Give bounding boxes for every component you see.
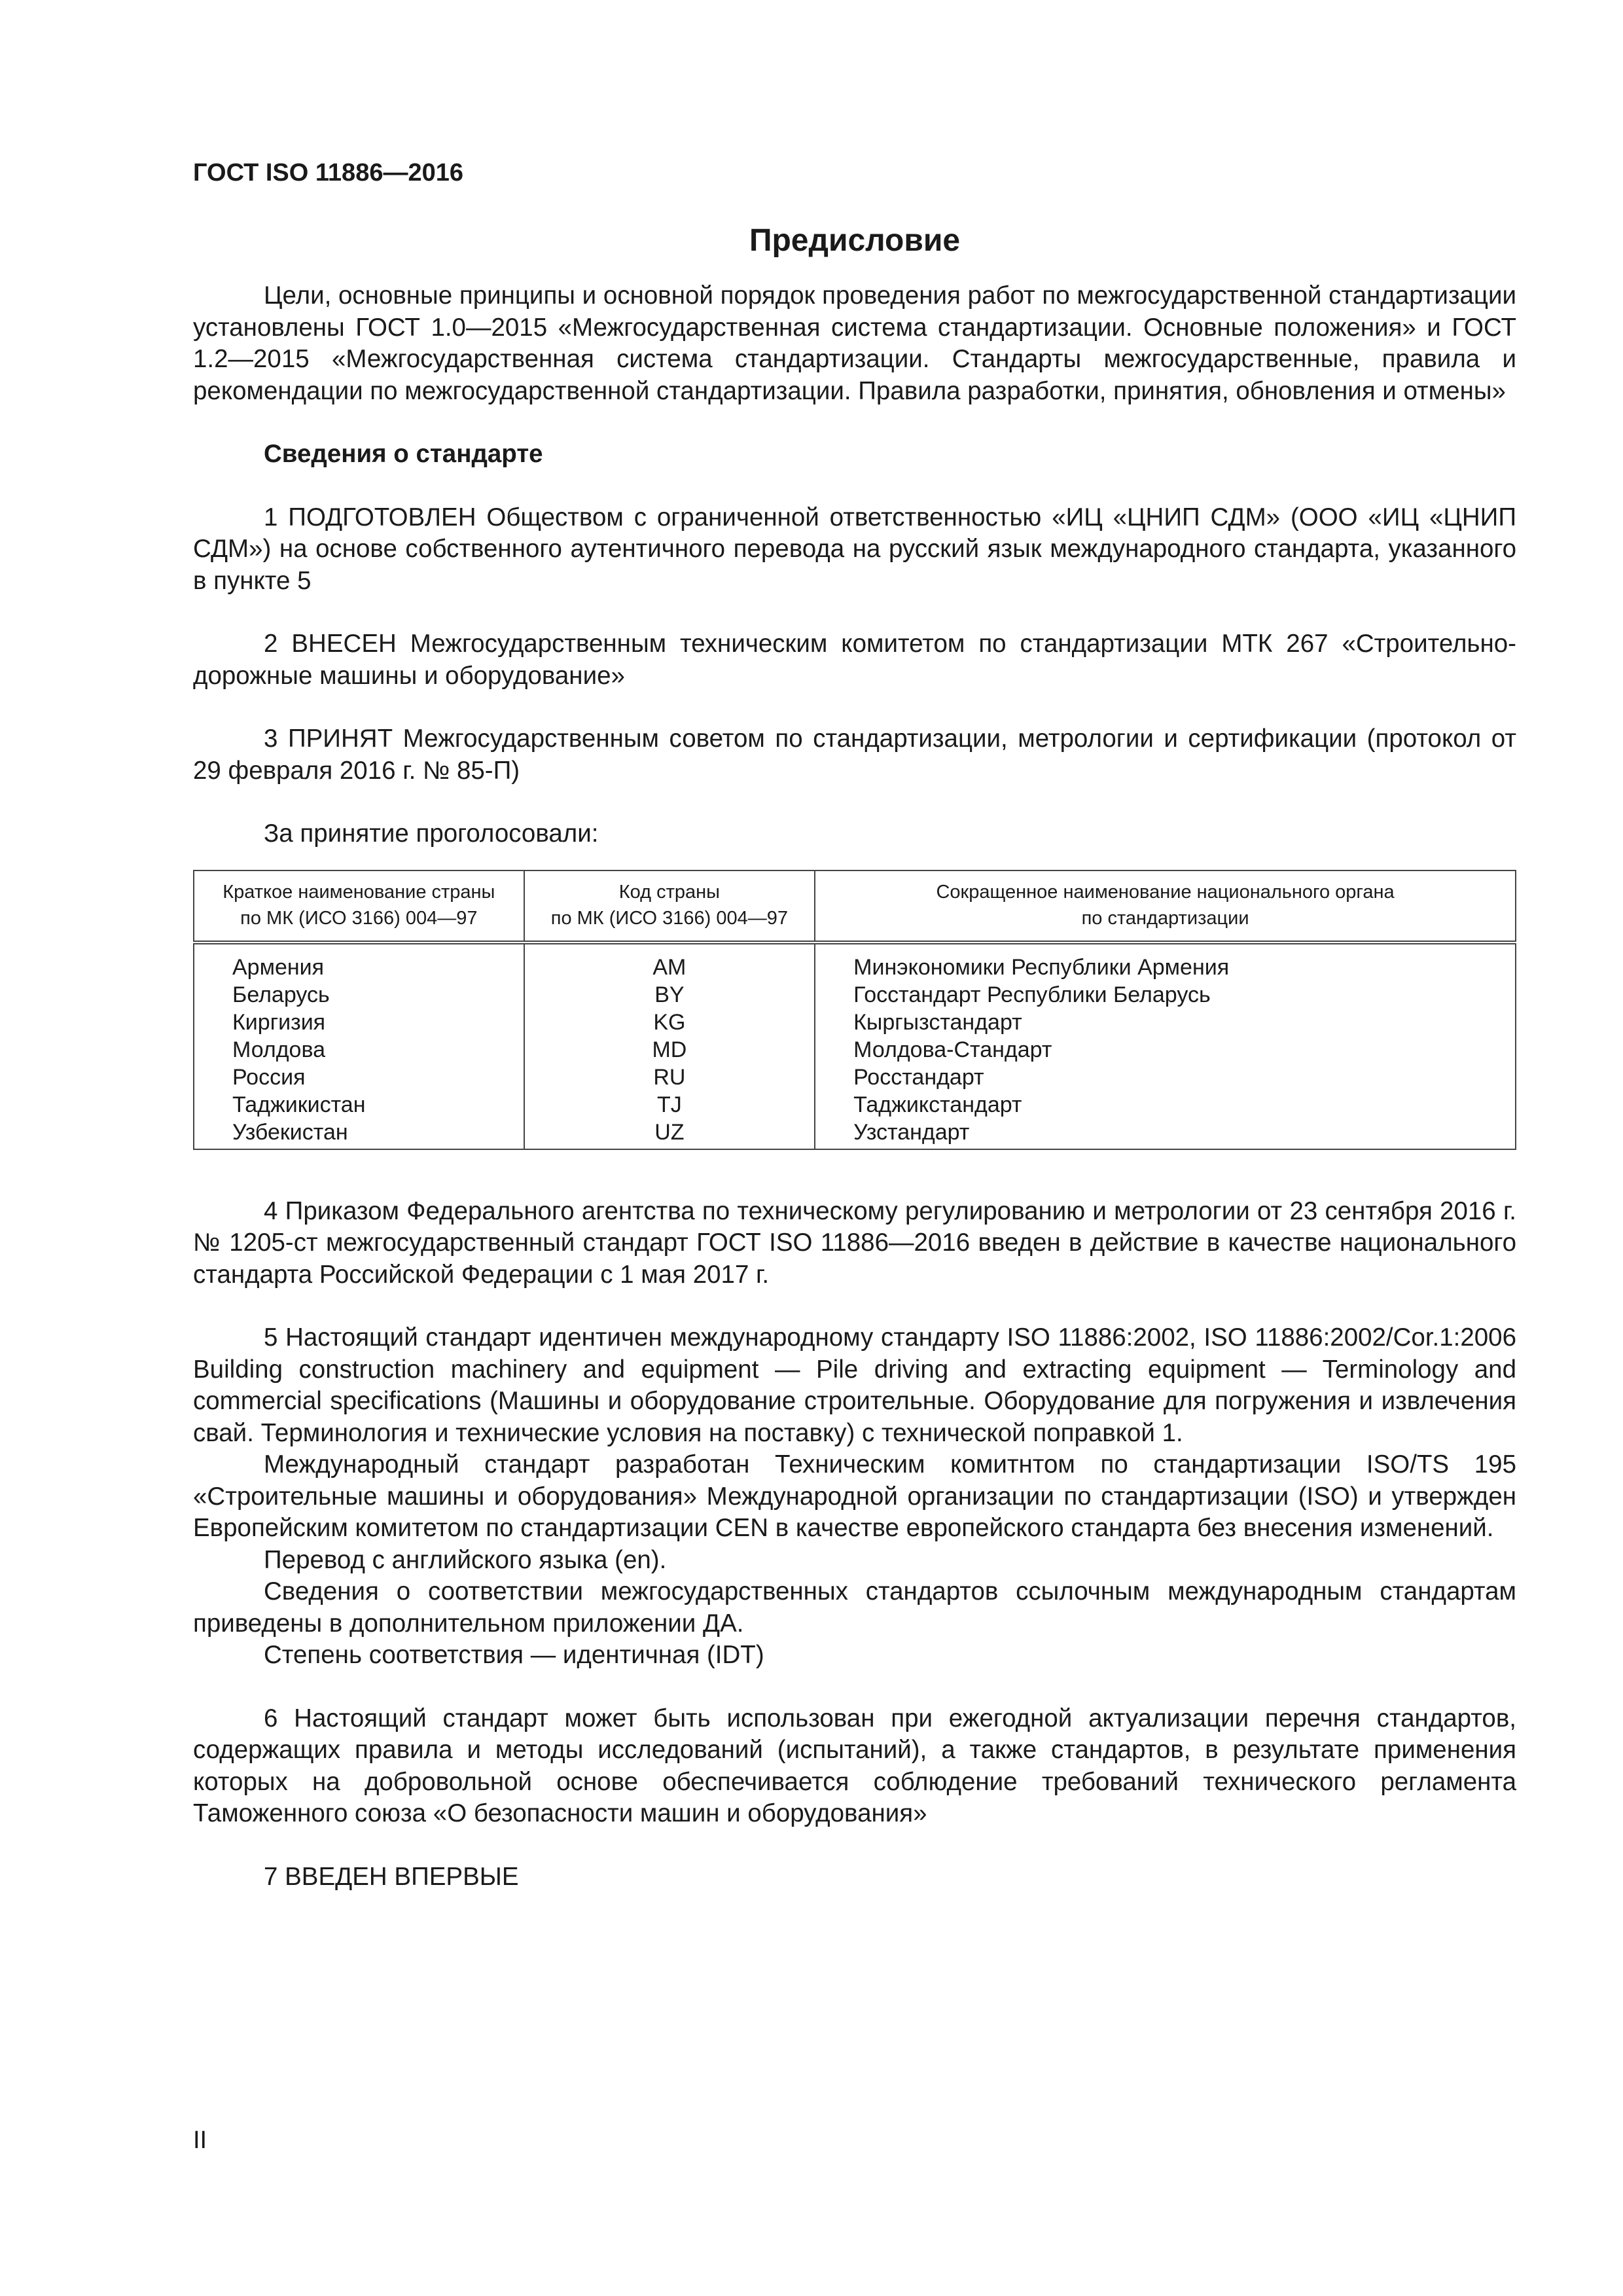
table-row <box>194 1009 1516 1036</box>
country-cell: Киргизия <box>194 1009 524 1036</box>
body-cell: Узстандарт <box>815 1119 1516 1149</box>
item-5-paragraph-4: Сведения о соответствии межгосударственных стандартов ссылочным международным стандартам приведены в дополнительном приложении ДА. <box>193 1577 1516 1638</box>
header-line: Краткое наименование страны <box>223 881 495 903</box>
code-cell: UZ <box>524 1119 815 1149</box>
table-row <box>194 1119 1516 1149</box>
table-header-row <box>194 870 1516 942</box>
body-cell: Госстандарт Республики Беларусь <box>815 981 1516 1009</box>
country-cell: Беларусь <box>194 981 524 1009</box>
header-line: по МК (ИСО 3166) 004—97 <box>550 907 789 929</box>
item-7-paragraph: 7 ВВЕДЕН ВПЕРВЫЕ <box>264 1862 519 1891</box>
page-title: Предисловие <box>749 223 961 258</box>
table-row <box>194 981 1516 1009</box>
intro-paragraph: Цели, основные принципы и основной порядок проведения работ по межгосударственной стандартизации установлены ГОСТ 1.0—2015 «Межгосударственная система стандартизации. Основные положения» и ГОСТ 1.2—2015 «Межгосударственная система стандартизации. Стандарты межгосударственные, правила и рекомендации по межгосударственной стандартизации. Правила разработки, принятия, обновления и отмены» <box>193 281 1516 405</box>
country-cell: Армения <box>194 942 524 981</box>
country-cell: Молдова <box>194 1036 524 1064</box>
body-cell: Росстандарт <box>815 1064 1516 1091</box>
code-cell: MD <box>524 1036 815 1064</box>
code-cell: BY <box>524 981 815 1009</box>
info-heading: Сведения о стандарте <box>264 440 543 468</box>
page-number: II <box>193 2126 207 2154</box>
item-5-paragraph-2: Международный стандарт разработан Техническим комитнтом по стандартизации ISO/TS 195 «Строительные машины и оборудования» Международной организации по стандартизации (ISO) и утвержден Европейским комитетом по стандартизации CEN в качестве европейского стандарта без внесения изменений. <box>193 1450 1516 1542</box>
item-5-paragraph-3: Перевод с английского языка (en). <box>264 1545 667 1574</box>
code-cell: AM <box>524 942 815 981</box>
item-1-paragraph: 1 ПОДГОТОВЛЕН Обществом с ограниченной ответственностью «ИЦ «ЦНИП СДМ» (ООО «ИЦ «ЦНИП СДМ») на основе собственного аутентичного перевода на русский язык международного стандарта, указанного в пункте 5 <box>193 503 1516 595</box>
code-cell: TJ <box>524 1091 815 1119</box>
table-row <box>194 1036 1516 1064</box>
country-cell: Россия <box>194 1064 524 1091</box>
voting-table <box>193 870 1516 1150</box>
item-2-paragraph: 2 ВНЕСЕН Межгосударственным техническим комитетом по стандартизации МТК 267 «Строительно-дорожные машины и оборудование» <box>193 630 1516 690</box>
column-header-body <box>815 870 1516 942</box>
body-cell: Таджикстандарт <box>815 1091 1516 1119</box>
item-5-paragraph-5: Степень соответствия — идентичная (IDT) <box>264 1641 764 1669</box>
item-5-paragraph: 5 Настоящий стандарт идентичен международному стандарту ISO 11886:2002, ISO 11886:2002/Cor.1:2006 Building construction machinery and equipment — Pile driving and extracting equipment — Terminology and commercial specifications (Машины и оборудование строительные. Оборудование для погружения и извлечения свай. Терминология и технические условия на поставку) с технической поправкой 1. <box>193 1323 1516 1447</box>
header-line: по МК (ИСО 3166) 004—97 <box>240 907 478 929</box>
item-3-paragraph: 3 ПРИНЯТ Межгосударственным советом по стандартизации, метрологии и сертификации (протокол от 29 февраля 2016 г. № 85-П) <box>193 725 1516 785</box>
header-line: Код страны <box>618 881 721 903</box>
code-cell: RU <box>524 1064 815 1091</box>
header-line: Сокращенное наименование национального органа <box>936 881 1395 903</box>
header-line: по стандартизации <box>1081 907 1249 929</box>
code-cell: KG <box>524 1009 815 1036</box>
column-header-code <box>524 870 815 942</box>
document-code: ГОСТ ISO 11886—2016 <box>193 159 463 187</box>
vote-intro: За принятие проголосовали: <box>264 819 599 848</box>
column-header-country <box>194 870 524 942</box>
table-row <box>194 1064 1516 1091</box>
body-cell: Кыргызстандарт <box>815 1009 1516 1036</box>
item-6-paragraph: 6 Настоящий стандарт может быть использован при ежегодной актуализации перечня стандартов, содержащих правила и методы исследований (испытаний), а также стандартов, в результате применения которых на добровольной основе обеспечивается соблюдение требований технического регламента Таможенного союза «О безопасности машин и оборудования» <box>193 1704 1516 1827</box>
table-row <box>194 1091 1516 1119</box>
table-row <box>194 942 1516 981</box>
body-cell: Минэкономики Республики Армения <box>815 942 1516 981</box>
item-4-paragraph: 4 Приказом Федерального агентства по техническому регулированию и метрологии от 23 сентября 2016 г. № 1205-ст межгосударственный стандарт ГОСТ ISO 11886—2016 введен в действие в качестве национального стандарта Российской Федерации с 1 мая 2017 г. <box>193 1196 1516 1289</box>
body-cell: Молдова-Стандарт <box>815 1036 1516 1064</box>
country-cell: Узбекистан <box>194 1119 524 1149</box>
document-page <box>193 157 1516 1893</box>
country-cell: Таджикистан <box>194 1091 524 1119</box>
